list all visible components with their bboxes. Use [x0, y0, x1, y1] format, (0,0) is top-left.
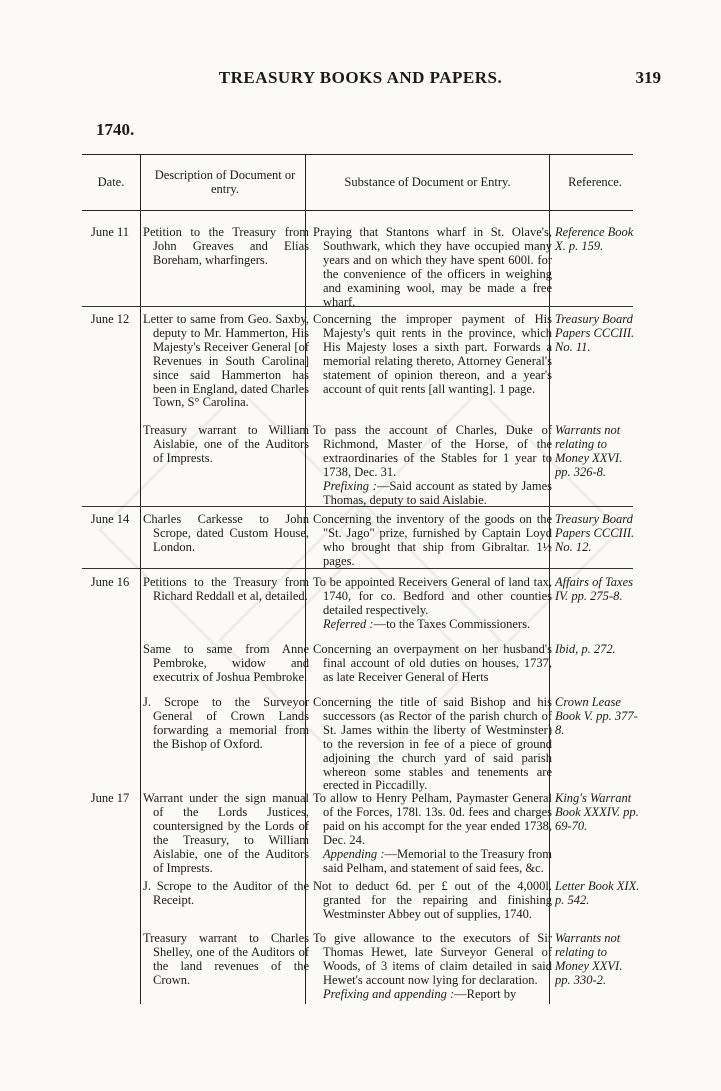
- entry-date: June 12: [90, 312, 130, 326]
- column-header-reference: Reference.: [568, 175, 622, 189]
- row-divider: [82, 506, 633, 507]
- entry-date: June 16: [90, 575, 130, 589]
- year-heading: 1740.: [96, 120, 135, 139]
- entry-reference: Warrants not relating to Money XXVI. pp. 330-2.: [555, 931, 623, 987]
- entry-substance: [313, 576, 552, 632]
- substance-note: —Said account as stated by James Thomas, deputy to said Aislabie.: [323, 478, 552, 507]
- entry-description: J. Scrope to the Auditor of the Receipt.: [143, 879, 309, 907]
- entry-substance: Concerning an overpayment on her husband's final account of old duties on houses, 1737, as late Receiver General of Herts: [313, 642, 552, 684]
- substance-text: To be appointed Receivers General of land tax, 1740, for co. Bedford and other counties detailed respectively.: [313, 575, 552, 617]
- entry-reference: Reference Book X. p. 159.: [555, 225, 634, 253]
- running-title: TREASURY BOOKS AND PAPERS.: [218, 68, 503, 87]
- entry-reference: Crown Lease Book V. pp. 377-8.: [555, 695, 638, 737]
- entry-description: Petition to the Treasury from John Greaves and Elias Boreham, wharfingers.: [143, 225, 309, 267]
- row-divider: [82, 568, 633, 569]
- column-header-description: Description of Document or entry.: [154, 168, 296, 196]
- entry-date: June 11: [90, 225, 130, 239]
- substance-note-label: Appending :: [323, 846, 385, 861]
- entry-reference: Treasury Board Papers CCCIII. No. 12.: [555, 512, 635, 554]
- substance-note-label: Prefixing and appending :: [323, 986, 455, 1001]
- entry-substance: Praying that Stantons wharf in St. Olave's, Southwark, which they have occupied many years and on which they have spent 600l. for the convenience of the officers in weighing and examining wool, may be made a free wharf.: [313, 225, 552, 309]
- substance-note-label: Prefixing :: [323, 478, 377, 493]
- substance-note: —Memorial to the Treasury from said Pelham, and statement of said fees, &c.: [323, 846, 553, 875]
- column-header-date: Date.: [97, 175, 125, 189]
- entry-reference: Ibid, p. 272.: [555, 642, 616, 656]
- entry-substance: [313, 424, 552, 507]
- entry-substance: [313, 792, 552, 875]
- entry-description: Petitions to the Treasury from Richard Reddall et al, detailed.: [143, 575, 309, 603]
- entry-date: June 14: [90, 512, 130, 526]
- table-header-rule: [82, 210, 633, 211]
- entry-description: Treasury warrant to Charles Shelley, one of the Auditors of the land revenues of the Crown.: [143, 931, 309, 987]
- entry-reference: Warrants not relating to Money XXVI. pp. 326-8.: [555, 423, 623, 479]
- entry-description: Letter to same from Geo. Saxby, deputy to Mr. Hammerton, His Majesty's Receiver General [of Revenues in South Carolina] since said Hammerton has been in England, dated Charles Town, S° Carolina.: [143, 312, 309, 410]
- entry-description: Same to same from Anne Pembroke, widow and executrix of Joshua Pembroke.: [143, 642, 309, 684]
- entry-reference: Affairs of Taxes IV. pp. 275-8.: [555, 575, 634, 603]
- entry-substance: Not to deduct 6d. per £ out of the 4,000l. granted for the repairing and finishing Westminster Abbey out of supplies, 1740.: [313, 879, 552, 921]
- entry-description: J. Scrope to the Surveyor General of Crown Lands forwarding a memorial from the Bishop of Oxford.: [143, 695, 309, 751]
- substance-text: To allow to Henry Pelham, Paymaster General of the Forces, 178l. 13s. 0d. fees and charges paid on his accompt for the year ended 1738, Dec. 24.: [313, 791, 552, 847]
- page-number: 319: [635, 68, 661, 87]
- entry-substance: Concerning the improper payment of His Majesty's quit rents in the province, which His Majesty loses a sixth part. Forwards a memorial relating thereto, Attorney General's statement of opinion thereon, and a year's account of quit rents [all wanting]. 1 page.: [313, 312, 552, 396]
- entry-reference: Letter Book XIX. p. 542.: [555, 879, 640, 907]
- substance-note: —to the Taxes Commissioners.: [373, 616, 531, 631]
- entry-substance: Concerning the title of said Bishop and his successors (as Rector of the parish church of St. James within the liberty of Westminster) to the reversion in fee of a piece of ground adjoining the church yard of said parish whereon some stables and tenements are erected in Piccadilly.: [313, 695, 552, 793]
- column-divider: [140, 154, 141, 1004]
- substance-text: To pass the account of Charles, Duke of Richmond, Master of the Horse, of the extraordinaries of the Stables for 1 year to 1738, Dec. 31.: [313, 423, 552, 479]
- entry-date: June 17: [90, 791, 130, 805]
- entry-substance: Concerning the inventory of the goods on the "St. Jago" prize, furnished by Captain Loyd who brought that ship from Gibraltar. 1½ pages.: [313, 512, 552, 568]
- substance-note-label: Referred :: [323, 616, 374, 631]
- entry-reference: King's Warrant Book XXXIV. pp. 69-70.: [555, 791, 639, 833]
- column-header-substance: Substance of Document or Entry.: [344, 175, 511, 189]
- entry-description: Charles Carkesse to John Scrope, dated Custom House, London.: [143, 512, 309, 554]
- entry-reference: Treasury Board Papers CCCIII. No. 11.: [555, 312, 635, 354]
- substance-text: To give allowance to the executors of Sir Thomas Hewet, late Surveyor General of Woods, of 3 items of claim detailed in said Hewet's account now lying for declaration.: [313, 931, 552, 987]
- entry-description: Warrant under the sign manual of the Lords Justices, countersigned by the Lords of the Treasury, to William Aislabie, one of the Auditors of Imprests.: [143, 791, 309, 875]
- substance-note: —Report by: [454, 986, 517, 1001]
- entry-substance: [313, 932, 552, 1002]
- row-divider: [82, 306, 633, 307]
- entry-description: Treasury warrant to William Aislabie, one of the Auditors of Imprests.: [143, 423, 309, 465]
